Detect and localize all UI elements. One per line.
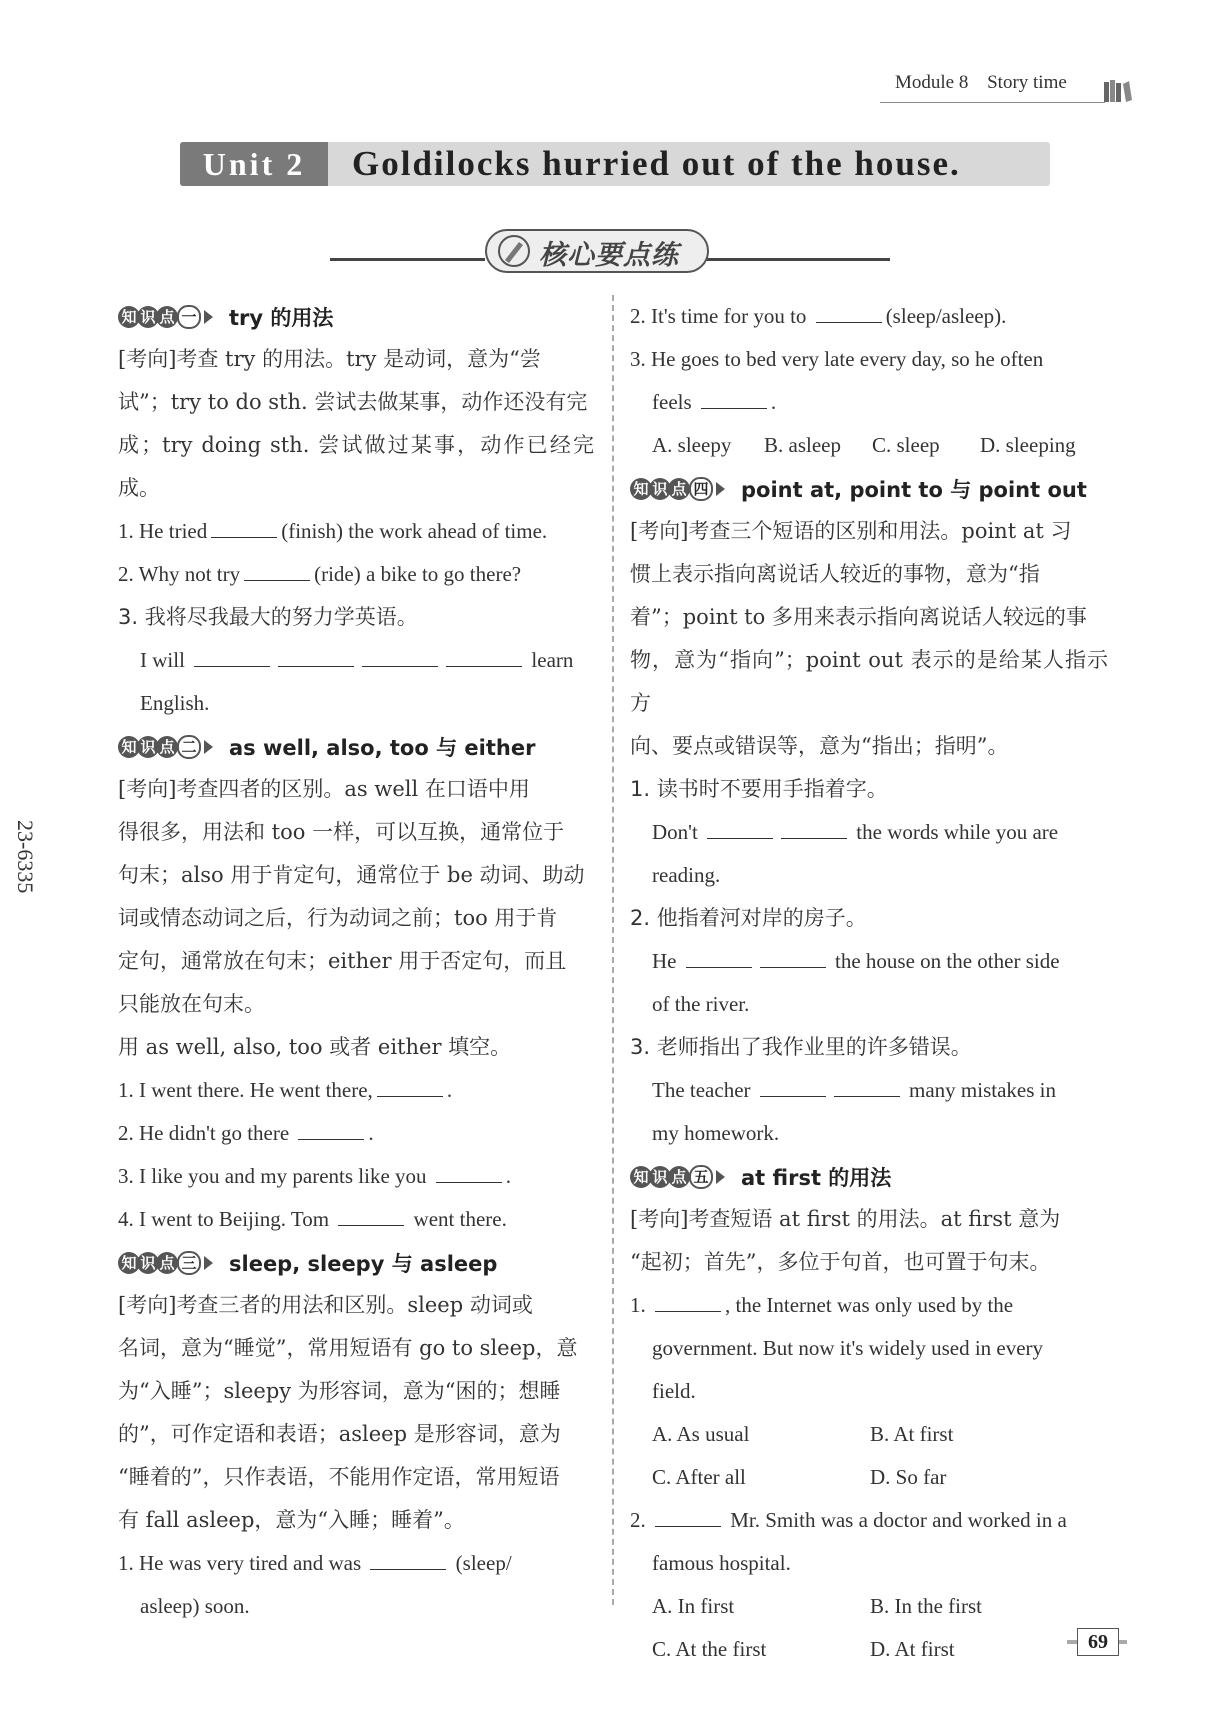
kp-title: try 的用法 bbox=[229, 305, 334, 330]
answer-blank[interactable] bbox=[211, 519, 277, 538]
kp-description: [考向]考查三者的用法和区别。sleep 动词或 名词，意为“睡觉”，常用短语有 go to sleep，意 为“入睡”；sleepy 为形容词，意为“困的；想睡 的”，可作定语和表语；asleep 是形容词，意为 “睡着的”，只作表语，不能用作定语，常用短语 有 fall asleep，意为“入睡；睡着”。 bbox=[118, 1293, 578, 1532]
option[interactable]: D. So far bbox=[870, 1465, 947, 1489]
kp-title: as well, also, too 与 either bbox=[229, 735, 536, 760]
kp-tag-icon: 知 识 点 三 bbox=[118, 1251, 213, 1275]
option[interactable]: A. As usual bbox=[652, 1422, 750, 1446]
answer-blank[interactable] bbox=[707, 820, 773, 839]
options bbox=[630, 1413, 1108, 1456]
option[interactable]: C. At the first bbox=[652, 1637, 767, 1661]
answer-blank[interactable] bbox=[278, 648, 354, 667]
question-continuation: reading. bbox=[652, 863, 721, 887]
question: 1. I went there. He went there, . bbox=[118, 1078, 453, 1102]
kp-title: sleep, sleepy 与 asleep bbox=[229, 1251, 498, 1276]
option[interactable]: D. sleeping bbox=[980, 433, 1076, 457]
section-badge bbox=[485, 229, 709, 273]
kp-tag-icon: 知 识 点 二 bbox=[118, 735, 213, 759]
question-answer-line: I will learn bbox=[140, 648, 574, 672]
answer-blank[interactable] bbox=[298, 1121, 364, 1140]
answer-blank[interactable] bbox=[816, 304, 882, 323]
answer-blank[interactable] bbox=[436, 1164, 502, 1183]
pen-icon bbox=[495, 234, 533, 268]
question: 2. Why not try (ride) a bike to go there? bbox=[118, 562, 522, 586]
question: 2. It's time for you to (sleep/asleep). bbox=[630, 304, 1007, 328]
knowledge-point-1 bbox=[118, 295, 594, 338]
running-header bbox=[895, 72, 1135, 94]
question-answer-line: The teacher many mistakes in bbox=[652, 1078, 1056, 1102]
question-answer-line: He the house on the other side bbox=[652, 949, 1060, 973]
option[interactable]: A. In first bbox=[652, 1594, 735, 1618]
answer-blank[interactable] bbox=[760, 1078, 826, 1097]
question: 1. He tried (finish) the work ahead of time. bbox=[118, 519, 548, 543]
question-continuation: famous hospital. bbox=[652, 1551, 791, 1575]
kp-title: at first 的用法 bbox=[741, 1165, 892, 1190]
knowledge-point-5 bbox=[630, 1155, 1108, 1198]
answer-blank[interactable] bbox=[446, 648, 522, 667]
answer-blank[interactable] bbox=[655, 1508, 721, 1527]
left-column bbox=[118, 295, 594, 1628]
option[interactable]: D. At first bbox=[870, 1637, 955, 1661]
question: 3. He goes to bed very late every day, so he often bbox=[630, 347, 1044, 371]
answer-blank[interactable] bbox=[377, 1078, 443, 1097]
column-divider bbox=[612, 295, 614, 1605]
answer-blank[interactable] bbox=[244, 562, 310, 581]
option[interactable]: B. At first bbox=[870, 1422, 954, 1446]
question: 3. I like you and my parents like you . bbox=[118, 1164, 512, 1188]
question-continuation: my homework. bbox=[652, 1121, 780, 1145]
question: 3. 老师指出了我作业里的许多错误。 bbox=[630, 1035, 972, 1059]
answer-blank[interactable] bbox=[194, 648, 270, 667]
options bbox=[630, 1456, 1108, 1499]
kp-tag-icon: 知 识 点 一 bbox=[118, 305, 213, 329]
option[interactable]: C. After all bbox=[652, 1465, 746, 1489]
answer-blank[interactable] bbox=[362, 648, 438, 667]
question: 2. Mr. Smith was a doctor and worked in a bbox=[630, 1508, 1067, 1532]
options bbox=[630, 424, 1108, 467]
right-column bbox=[630, 295, 1108, 1671]
knowledge-point-3 bbox=[118, 1241, 594, 1284]
section-title: 核心要点练 bbox=[539, 240, 679, 271]
question: 4. I went to Beijing. Tom went there. bbox=[118, 1207, 507, 1231]
answer-blank[interactable] bbox=[834, 1078, 900, 1097]
question-continuation: government. But now it's widely used in every bbox=[652, 1336, 1044, 1360]
question-answer-line: Don't the words while you are bbox=[652, 820, 1059, 844]
options bbox=[630, 1628, 1108, 1671]
kp-description: [考向]考查三个短语的区别和用法。point at 习 惯上表示指向离说话人较近的事物，意为“指 着”；point to 多用来表示指向离说话人较远的事 物，意为“指向”；point out 表示的是给某人指示方 向、要点或错误等，意为“指出；指明”。 bbox=[630, 519, 1108, 758]
question-continuation: feels . bbox=[652, 390, 777, 414]
question: 2. He didn't go there . bbox=[118, 1121, 374, 1145]
page-number: 69 bbox=[1067, 1628, 1127, 1658]
question: 1. , the Internet was only used by the bbox=[630, 1293, 1014, 1317]
answer-blank[interactable] bbox=[655, 1293, 721, 1312]
unit-title: Goldilocks hurried out of the house. bbox=[352, 144, 961, 183]
option[interactable]: B. asleep bbox=[764, 433, 841, 457]
question-continuation: of the river. bbox=[652, 992, 750, 1016]
answer-blank[interactable] bbox=[370, 1551, 446, 1570]
question: 1. He was very tired and was (sleep/ bbox=[118, 1551, 512, 1575]
module-label: Module 8 bbox=[895, 72, 969, 93]
answer-blank[interactable] bbox=[686, 949, 752, 968]
kp-title: point at, point to 与 point out bbox=[741, 477, 1087, 502]
question-continuation: asleep) soon. bbox=[140, 1594, 250, 1618]
section-banner bbox=[330, 225, 890, 275]
kp-tag-icon: 知 识 点 五 bbox=[630, 1165, 725, 1189]
question: 1. 读书时不要用手指着字。 bbox=[630, 777, 888, 801]
side-code: 23-6335 bbox=[13, 820, 38, 894]
answer-blank[interactable] bbox=[781, 820, 847, 839]
knowledge-point-4 bbox=[630, 467, 1108, 510]
options bbox=[630, 1585, 1108, 1628]
books-icon bbox=[1103, 78, 1133, 104]
instruction: 用 as well, also, too 或者 either 填空。 bbox=[118, 1035, 512, 1059]
knowledge-point-2 bbox=[118, 725, 594, 768]
question: 3. 我将尽我最大的努力学英语。 bbox=[118, 605, 418, 629]
option[interactable]: A. sleepy bbox=[652, 433, 732, 457]
kp-description: [考向]考查短语 at first 的用法。at first 意为 “起初；首先”，多位于句首，也可置于句末。 bbox=[630, 1207, 1061, 1274]
question-continuation: field. bbox=[652, 1379, 696, 1403]
question-continuation: English. bbox=[140, 691, 210, 715]
story-label: Story time bbox=[987, 72, 1067, 93]
option[interactable]: B. In the first bbox=[870, 1594, 982, 1618]
answer-blank[interactable] bbox=[760, 949, 826, 968]
option[interactable]: C. sleep bbox=[872, 433, 940, 457]
answer-blank[interactable] bbox=[338, 1207, 404, 1226]
question: 2. 他指着河对岸的房子。 bbox=[630, 906, 867, 930]
unit-title-bar bbox=[180, 142, 1050, 186]
kp-description: [考向]考查四者的区别。as well 在口语中用 得很多，用法和 too 一样，可以互换，通常位于 句末；also 用于肯定句，通常位于 be 动词、助动 词或情态动词之后，行为动词之前；too 用于肯 定句，通常放在句末；either 用于否定句，而且 只能放在句末。 bbox=[118, 777, 585, 1016]
kp-tag-icon: 知 识 点 四 bbox=[630, 477, 725, 501]
kp-description: [考向]考查 try 的用法。try 是动词，意为“尝 试”；try to do sth. 尝试去做某事，动作还没有完 成；try doing sth. 尝试做过某事，动作已经完成。 bbox=[118, 347, 594, 500]
unit-label: Unit 2 bbox=[180, 142, 328, 186]
answer-blank[interactable] bbox=[701, 390, 767, 409]
